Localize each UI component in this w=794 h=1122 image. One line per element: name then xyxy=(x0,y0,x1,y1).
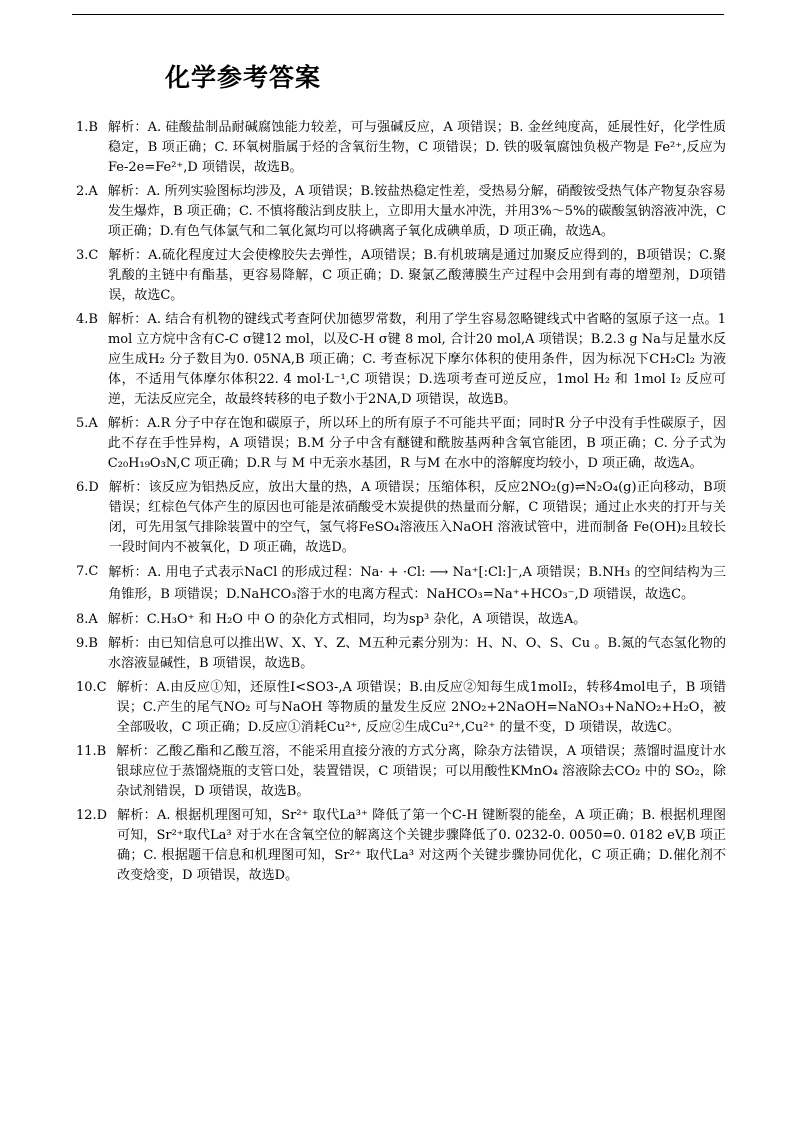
answer-item-9 xyxy=(76,634,726,674)
answer-number: 6.D xyxy=(76,480,99,495)
answer-item-6 xyxy=(76,478,726,558)
answer-number: 7.C xyxy=(76,564,99,579)
answer-number: 10.C xyxy=(76,680,107,695)
answer-item-7 xyxy=(76,562,726,606)
answer-explanation: 解析：C.H₃O⁺ 和 H₂O 中 O 的杂化方式相同，均为sp³ 杂化，A 项错误，故选A。 xyxy=(107,612,587,627)
answer-number: 9.B xyxy=(76,636,98,651)
answer-number: 2.A xyxy=(76,184,98,199)
answer-item-5 xyxy=(76,414,726,474)
answer-explanation: 解析：A.R 分子中存在饱和碳原子，所以环上的所有原子不可能共平面；同时R 分子中没有手性碳原子，因此不存在手性异构，A 项错误；B.M 分子中含有醚键和酰胺基两种含氧官能团，B 项正确；C. 分子式为C₂₀H₁₉O₃N,C 项正确；D.R 与 M 中无亲水基团，R 与M 在水中的溶解度均较小，D 项正确，故选A。 xyxy=(107,416,726,471)
answer-item-11 xyxy=(76,742,726,802)
answer-number: 11.B xyxy=(76,744,107,759)
header-rule xyxy=(72,14,724,15)
answer-number: 8.A xyxy=(76,612,98,627)
answer-explanation: 解析：A. 用电子式表示NaCl 的形成过程：Na· + ·Cl: ⟶ Na⁺[:Cl:]⁻,A 项错误；B.NH₃ 的空间结构为三角锥形，B 项错误；D.NaHCO₃溶于水的电离方程式：NaHCO₃=Na⁺+HCO₃⁻,D 项错误，故选C。 xyxy=(108,565,726,602)
answer-item-4 xyxy=(76,310,726,410)
answer-item-12 xyxy=(76,806,726,886)
answer-explanation: 解析：A. 结合有机物的键线式考查阿伏加德罗常数，利用了学生容易忽略键线式中省略的氢原子这一点。1 mol 立方烷中含有C-C σ键12 mol，以及C-H σ键 8 mol, 合计20 mol,A 项错误；B.2.3 g Na与足量水反应生成H₂ 分子数目为0. 05NA,B 项正确；C. 考查标况下摩尔体积的使用条件，因为标况下CH₂Cl₂ 为液体，不适用气体摩尔体积22. 4 mol·L⁻¹,C 项错误；D.选项考查可逆反应，1mol H₂ 和 1mol I₂ 反应可逆，无法反应完全，故最终转移的电子数小于2NA,D 项错误，故选B。 xyxy=(107,312,726,407)
answer-number: 4.B xyxy=(76,312,98,327)
answer-explanation: 解析：A. 硅酸盐制品耐碱腐蚀能力较差，可与强碱反应，A 项错误；B. 金丝纯度高，延展性好，化学性质稳定，B 项正确；C. 环氧树脂属于烃的含氧衍生物，C 项错误；D. 铁的吸氧腐蚀负极产物是 Fe²⁺,反应为Fe-2e=Fe²⁺,D 项错误，故选B。 xyxy=(107,120,726,175)
answer-item-1 xyxy=(76,118,726,178)
answer-explanation: 解析：A.硫化程度过大会使橡胶失去弹性，A项错误；B.有机玻璃是通过加聚反应得到的，B项错误；C.聚乳酸的主链中有酯基，更容易降解，C 项正确；D. 聚氯乙酸薄膜生产过程中会用到有毒的增塑剂，D项错误，故选C。 xyxy=(108,248,726,303)
answer-explanation: 解析：A. 所列实验图标均涉及，A 项错误；B.铵盐热稳定性差，受热易分解，硝酸铵受热气体产物复杂容易发生爆炸，B 项正确；C. 不慎将酸沾到皮肤上，立即用大量水冲洗，并用3%～5%的碳酸氢钠溶液冲洗，C 项正确；D.有色气体氯气和二氧化氮均可以将碘离子氧化成碘单质，D 项正确，故选A。 xyxy=(107,184,726,239)
answer-item-10 xyxy=(76,678,726,738)
answer-explanation: 解析：乙酸乙酯和乙酸互溶，不能采用直接分液的方式分离，除杂方法错误，A 项错误；蒸馏时温度计水银球应位于蒸馏烧瓶的支管口处，装置错误，C 项错误；可以用酸性KMnO₄ 溶液除去CO₂ 中的 SO₂，除杂试剂错误，D 项错误，故选B。 xyxy=(116,744,726,799)
answer-explanation: 解析：由已知信息可以推出W、X、Y、Z、M五种元素分别为：H、N、O、S、Cu 。B.氮的气态氢化物的水溶液显碱性，B 项错误，故选B。 xyxy=(107,636,726,671)
answer-number: 3.C xyxy=(76,248,99,263)
page-title: 化学参考答案 xyxy=(165,63,322,92)
answer-item-2 xyxy=(76,182,726,242)
answer-number: 12.D xyxy=(76,808,108,823)
answer-number: 1.B xyxy=(76,120,98,135)
answer-explanation: 解析：A. 根据机理图可知，Sr²⁺ 取代La³⁺ 降低了第一个C-H 键断裂的能垒，A 项正确；B. 根据机理图可知，Sr²⁺取代La³ 对于水在含氧空位的解离这个关键步骤降低了0. 0232-0. 0050=0. 0182 eV,B 项正确；C. 根据题干信息和机理图可知，Sr²⁺ 取代La³ 对这两个关键步骤协同优化，C 项正确；D.催化剂不改变焓变，D 项错误，故选D。 xyxy=(117,808,726,883)
answer-explanation: 解析：A.由反应①知，还原性I<SO3-,A 项错误；B.由反应②知每生成1molI₂，转移4mol电子，B 项错误；C.产生的尾气NO₂ 可与NaOH 等物质的量发生反应 2NO₂+2NaOH=NaNO₃+NaNO₂+H₂O，被全部吸收，C 项正确；D.反应①消耗Cu²⁺, 反应②生成Cu²⁺,Cu²⁺ 的量不变，D 项错误，故选C。 xyxy=(116,680,726,735)
answer-list xyxy=(76,118,726,890)
answer-item-3 xyxy=(76,246,726,306)
answer-number: 5.A xyxy=(76,416,98,431)
answer-explanation: 解析：该反应为铝热反应，放出大量的热，A 项错误；压缩体积，反应2NO₂(g)⇌N₂O₄(g)正向移动，B项错误；红棕色气体产生的原因也可能是浓硝酸受木炭提供的热量而分解，C 项错误；通过止水夹的打开与关闭，可先用氢气排除装置中的空气，氢气将FeSO₄溶液压入NaOH 溶液试管中，进而制备 Fe(OH)₂且较长一段时间内不被氧化，D 项正确，故选D。 xyxy=(108,480,726,555)
answer-item-8 xyxy=(76,610,726,630)
